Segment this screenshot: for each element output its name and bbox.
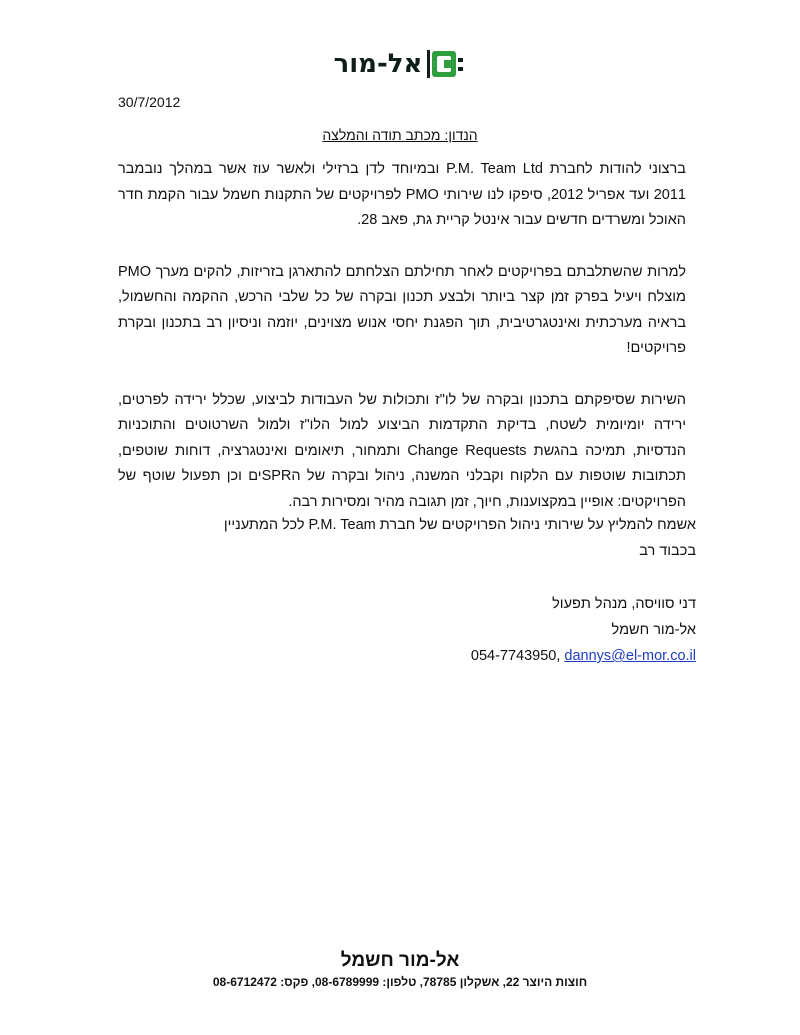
logo-text: אל-מור — [333, 49, 423, 79]
signer-email-link[interactable]: dannys@el-mor.co.il — [564, 648, 696, 664]
company-logo — [0, 44, 800, 84]
letter-date: 30/7/2012 — [118, 94, 181, 110]
regards-line: בכבוד רב — [639, 543, 696, 559]
paragraph-thanks: ברצוני להודות לחברת P.M. Team Ltd ובמיוחד לדן ברזילי ולאשר עוז אשר במהלך נובמבר 2011 ועד אפריל 2012, סיפקו לנו שירותי PMO לפרויקטים של התקנות חשמל עבור הקמת חדר האוכל ומשרדים חדשים עבור אינטל קריית גת, פאב 28. — [118, 161, 686, 228]
paragraph-pmo-setup: למרות שהשתלבתם בפרויקטים לאחר תחילתם הצלחתם להתארגן בזריזות, להקים מערך PMO מוצלח ויעיל בפרק זמן קצר ביותר ולבצע תכנון ובקרה של כל שלבי הרכש, ההקמה והחשמול, בראיה מערכתית ואינטגרטיבית, תוך הפגנת יחסי אנוש מצוינים, יוזמה וניסיון רב בתכנון ובקרת פרויקטים! — [118, 263, 686, 356]
recommendation-line: אשמח להמליץ על שירותי ניהול הפרויקטים של חברת P.M. Team לכל המתעניין — [223, 517, 696, 533]
footer-address: חוצות היוצר 22, אשקלון 78785, טלפון: 08-6789999, פקס: 08-6712472 — [212, 975, 588, 989]
el-mor-logo-icon — [426, 48, 466, 80]
signer-name-title: דני סוויסה, מנהל תפעול — [552, 596, 696, 612]
letter-body — [118, 157, 686, 541]
footer-company: אל-מור חשמל — [340, 950, 460, 971]
signature-block — [118, 591, 696, 669]
paragraph-services: השירות שסיפקתם בתכנון ובקרה של לו"ז ותכולות של העבודות לביצוע, שכלל ירידה לפרטים, ירידה יומיומית לשטח, בדיקת התקדמות הביצוע למול הלו"ז ולמול השרטוטים והתוכניות הנדסיות, תמיכה בהגשת Change Requests ותמחור, תיאומים ואינטגרציה, דוחות שוטפים, תכתובות שוטפות עם הלקוח וקבלני המשנה, ניהול ובקרה של הSPRים וכן תפעול שוטף של הפרויקטים: אופיין במקצוענות, חיוך, זמן תגובה מהיר ומסירות רבה. — [118, 391, 687, 510]
letter-subject: הנדון: מכתב תודה והמלצה — [322, 127, 478, 143]
signer-contact: 054-7743950, dannys@el-mor.co.il — [470, 648, 696, 664]
signer-company: אל-מור חשמל — [611, 622, 696, 638]
signer-phone: 054-7743950 — [470, 648, 557, 664]
letter-closing — [118, 512, 696, 564]
